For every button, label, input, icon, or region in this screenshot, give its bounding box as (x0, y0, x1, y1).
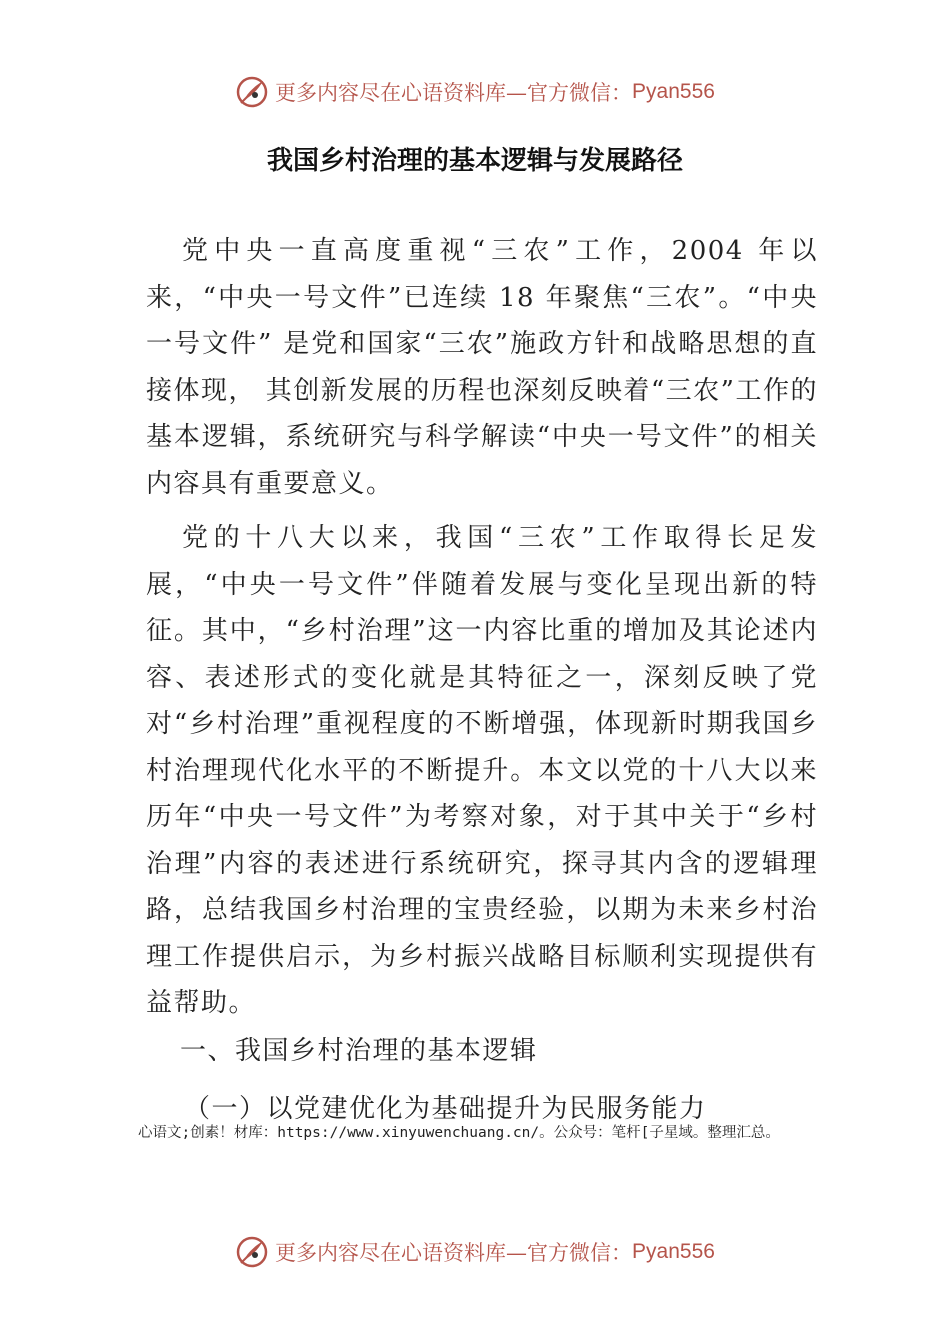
article-body (146, 228, 818, 1035)
banner-wechat-id: Pyan556 (632, 80, 715, 103)
source-footnote: 心语文;创素！材库：https://www.xinyuwenchuang.cn/。公众号：笔杆[子星域。整理汇总。 (138, 1125, 780, 1141)
feather-pen-logo-icon (235, 1235, 269, 1269)
subsection-heading: （一）以党建优化为基础提升为民服务能力 (184, 1094, 707, 1124)
banner-text: 更多内容尽在心语资料库—官方微信： (275, 1241, 633, 1265)
banner-text: 更多内容尽在心语资料库—官方微信： (275, 81, 633, 105)
paragraph-2: 党的十八大以来，我国“三农”工作取得长足发展，“中央一号文件”伴随着发展与变化呈现出新的特征。其中，“乡村治理”这一内容比重的增加及其论述内容、表述形式的变化就是其特征之一，深刻反映了党对“乡村治理”重视程度的不断增强，体现新时期我国乡村治理现代化水平的不断提升。本文以党的十八大以来历年“中央一号文件”为考察对象，对于其中关于“乡村治理”内容的表述进行系统研究，探寻其内含的逻辑理 路，总结我国乡村治理的宝贵经验，以期为未来乡村治理工作提供启示，为乡村振兴战略目标顺利实现提供有益帮助。 (146, 523, 818, 1018)
section-heading: 一、我国乡村治理的基本逻辑 (180, 1036, 538, 1066)
footer-banner (0, 1232, 950, 1272)
banner-wechat-id: Pyan556 (632, 1240, 715, 1263)
feather-pen-logo-icon (235, 75, 269, 109)
header-banner (0, 72, 950, 112)
page-title: 我国乡村治理的基本逻辑与发展路径 (266, 146, 683, 176)
paragraph-1: 党中央一直高度重视“三农”工作，2004 年以来，“中央一号文件”已连续 18 年聚焦“三农”。“中央一号文件” 是党和国家“三农”施政方针和战略思想的直接体现， 其创新发展的历程也深刻反映着“三农”工作的基本逻辑，系统研究与科学解读“中央一号文件”的相关内容具有重要意义。 (146, 236, 818, 499)
